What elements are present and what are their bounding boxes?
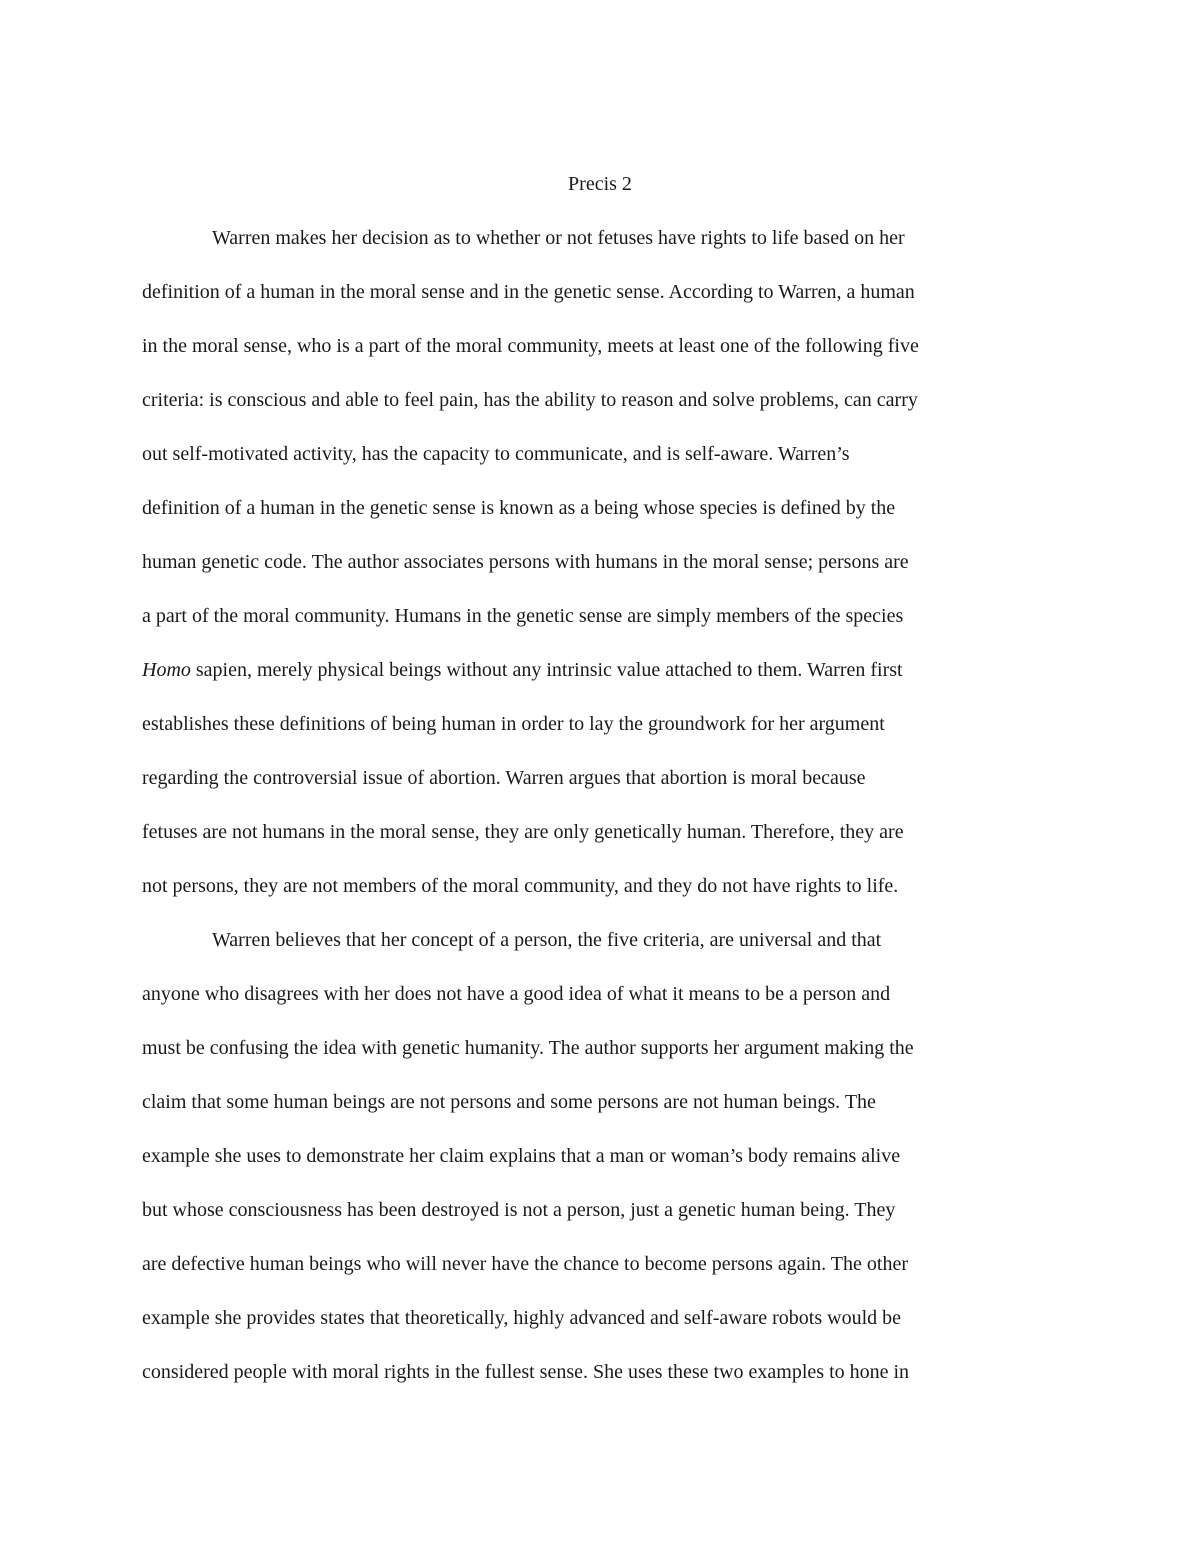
text-line-rest: sapien, merely physical beings without any intrinsic value attached to them. Warren first [190,659,903,681]
text-line: in the moral sense, who is a part of the moral community, meets at least one of the following five [142,335,919,357]
text-line: not persons, they are not members of the moral community, and they do not have rights to life. [142,875,899,897]
text-line: out self-motivated activity, has the capacity to communicate, and is self-aware. Warren’s [142,443,850,465]
text-line: fetuses are not humans in the moral sense, they are only genetically human. Therefore, they are [142,821,904,843]
text-line: definition of a human in the genetic sense is known as a being whose species is defined by the [142,497,896,519]
text-line: claim that some human beings are not persons and some persons are not human beings. The [142,1091,876,1113]
text-line: must be confusing the idea with genetic humanity. The author supports her argument making the [142,1037,914,1059]
page-title: Precis 2 [568,173,632,195]
document-body [142,223,1058,1411]
italic-term: Homo [142,659,191,681]
text-line: are defective human beings who will never have the chance to become persons again. The other [142,1253,908,1275]
text-line: but whose consciousness has been destroyed is not a person, just a genetic human being. They [142,1199,896,1221]
text-line: Warren believes that her concept of a person, the five criteria, are universal and that [212,929,882,951]
text-line: considered people with moral rights in the fullest sense. She uses these two examples to hone in [142,1361,910,1383]
text-line-with-italic [142,655,1058,709]
text-line: Warren makes her decision as to whether or not fetuses have rights to life based on her [212,227,905,249]
paragraph-2 [142,925,1058,1411]
paragraph-1 [142,223,1058,925]
text-line: definition of a human in the moral sense and in the genetic sense. According to Warren, a human [142,281,915,303]
text-line: anyone who disagrees with her does not have a good idea of what it means to be a person and [142,983,891,1005]
text-line: human genetic code. The author associates persons with humans in the moral sense; persons are [142,551,909,573]
text-line: example she uses to demonstrate her claim explains that a man or woman’s body remains alive [142,1145,901,1167]
text-line: criteria: is conscious and able to feel pain, has the ability to reason and solve problems, can carry [142,389,918,411]
text-line: example she provides states that theoretically, highly advanced and self-aware robots would be [142,1307,902,1329]
text-line: establishes these definitions of being human in order to lay the groundwork for her argument [142,713,885,735]
text-line: a part of the moral community. Humans in the genetic sense are simply members of the species [142,605,904,627]
text-line: regarding the controversial issue of abortion. Warren argues that abortion is moral because [142,767,866,789]
